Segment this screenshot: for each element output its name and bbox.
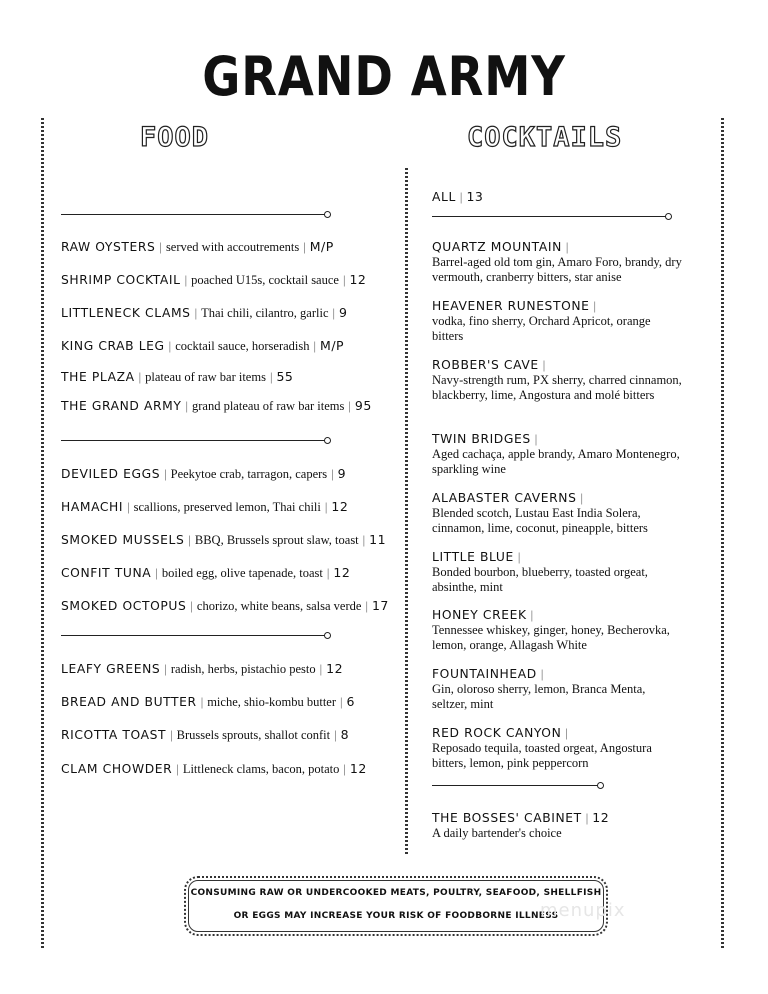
separator: |: [542, 358, 546, 372]
cocktail-item: [432, 357, 682, 403]
bosses-cabinet-desc: A daily bartender's choice: [432, 826, 562, 840]
food-item-name: THE GRAND ARMY: [61, 399, 182, 413]
bosses-cabinet: [432, 810, 682, 841]
food-item-price: 12: [326, 661, 344, 676]
cocktail-desc: Bonded bourbon, blueberry, toasted orgeat, absinthe, mint: [432, 565, 648, 594]
cocktail-all-label: ALL: [432, 190, 456, 204]
left-border-rule: [41, 118, 44, 950]
cocktail-item: [432, 666, 682, 712]
food-item: [61, 239, 334, 255]
food-item-price: 12: [349, 761, 367, 776]
food-item: [61, 338, 344, 354]
food-item-price: 17: [371, 598, 389, 613]
separator: |: [194, 306, 198, 320]
food-item: [61, 499, 348, 515]
cocktail-item: [432, 431, 682, 477]
separator: |: [334, 728, 337, 742]
food-item-desc: poached U15s, cocktail sauce: [191, 273, 339, 287]
separator: |: [269, 370, 273, 384]
cocktail-divider-2: [432, 785, 600, 786]
food-item-name: BREAD AND BUTTER: [61, 695, 197, 709]
separator: |: [593, 299, 597, 313]
separator: |: [565, 240, 569, 254]
food-item-name: HAMACHI: [61, 500, 124, 514]
food-item-name: KING CRAB LEG: [61, 339, 165, 353]
food-item-desc: Peekytoe crab, tarragon, capers: [170, 467, 328, 481]
separator: |: [159, 240, 162, 254]
separator: |: [324, 500, 328, 514]
food-item: [61, 532, 386, 548]
cocktail-name: HONEY CREEK: [432, 608, 527, 622]
cocktail-name: TWIN BRIDGES: [432, 432, 531, 446]
food-item: [61, 305, 347, 321]
separator: |: [332, 306, 336, 320]
food-item: [61, 398, 372, 414]
food-divider-1: [61, 214, 327, 215]
separator: |: [138, 370, 142, 384]
cocktail-desc: vodka, fino sherry, Orchard Apricot, orange bitters: [432, 314, 651, 343]
notice-line-1: CONSUMING RAW OR UNDERCOOKED MEATS, POULTRY, SEAFOOD, SHELLFISH: [190, 888, 602, 898]
separator: |: [348, 399, 351, 413]
food-item: [61, 565, 350, 581]
food-item-price: 11: [369, 532, 387, 547]
food-item-name: SMOKED OCTOPUS: [61, 599, 187, 613]
cocktail-name: FOUNTAINHEAD: [432, 667, 537, 681]
separator: |: [188, 533, 191, 547]
food-item: [61, 661, 343, 677]
food-item-price: M/P: [320, 338, 345, 353]
food-item-price: M/P: [309, 239, 334, 254]
food-item-desc: boiled egg, olive tapenade, toast: [161, 566, 323, 580]
center-divider-rule: [405, 168, 408, 854]
food-item-desc: plateau of raw bar items: [145, 370, 266, 384]
cocktail-desc: Aged cachaça, apple brandy, Amaro Montenegro, sparkling wine: [432, 447, 680, 476]
separator: |: [534, 432, 538, 446]
separator: |: [342, 273, 346, 287]
separator: |: [164, 467, 167, 481]
cocktail-item: [432, 298, 682, 344]
food-item: [61, 761, 367, 777]
food-item-desc: served with accoutrements: [165, 240, 300, 254]
separator: |: [585, 811, 589, 825]
separator: |: [184, 273, 188, 287]
food-divider-3: [61, 635, 327, 636]
food-item-name: THE PLAZA: [61, 370, 135, 384]
food-item-desc: chorizo, white beans, salsa verde: [196, 599, 362, 613]
food-item-price: 9: [337, 466, 347, 481]
food-item-price: 12: [331, 499, 349, 514]
food-item-price: 12: [333, 565, 351, 580]
food-item: [61, 272, 366, 288]
cocktail-item: [432, 549, 682, 595]
restaurant-logo: GRAND ARMY: [202, 45, 566, 108]
separator: |: [340, 695, 343, 709]
food-item-price: 12: [349, 272, 367, 287]
food-item-desc: grand plateau of raw bar items: [192, 399, 345, 413]
food-item-desc: scallions, preserved lemon, Thai chili: [133, 500, 321, 514]
food-item-price: 95: [354, 398, 372, 413]
separator: |: [200, 695, 204, 709]
notice-line-2: OR EGGS MAY INCREASE YOUR RISK OF FOODBORNE ILLNESS: [233, 911, 559, 921]
food-item-name: SMOKED MUSSELS: [61, 533, 185, 547]
separator: |: [565, 726, 568, 740]
cocktail-item: [432, 490, 682, 536]
cocktail-item: [432, 607, 682, 653]
food-item: [61, 466, 346, 482]
separator: |: [459, 190, 463, 204]
separator: |: [164, 662, 167, 676]
cocktail-divider-1: [432, 216, 668, 217]
food-item-desc: radish, herbs, pistachio pesto: [170, 662, 316, 676]
food-item: [61, 694, 355, 710]
food-item-price: 9: [339, 305, 348, 320]
separator: |: [170, 728, 173, 742]
cocktail-name: ALABASTER CAVERNS: [432, 491, 577, 505]
food-item-price: 8: [340, 727, 350, 742]
separator: |: [530, 608, 534, 622]
food-item-name: LITTLENECK CLAMS: [61, 306, 191, 320]
watermark: menupix: [540, 900, 626, 921]
food-item-name: SHRIMP COCKTAIL: [61, 273, 181, 287]
separator: |: [176, 762, 179, 776]
cocktails-section-title: COCKTAILS: [467, 122, 623, 153]
food-item: [61, 727, 349, 743]
separator: |: [127, 500, 130, 514]
separator: |: [365, 599, 368, 613]
separator: |: [540, 667, 544, 681]
separator: |: [155, 566, 158, 580]
cocktails-all-price: [432, 189, 483, 205]
right-border-rule: [721, 118, 724, 950]
cocktail-desc: Barrel-aged old tom gin, Amaro Foro, brandy, dry vermouth, cranberry bitters, star anise: [432, 255, 682, 284]
food-item-desc: BBQ, Brussels sprout slaw, toast: [194, 533, 359, 547]
cocktail-name: RED ROCK CANYON: [432, 726, 562, 740]
cocktail-desc: Reposado tequila, toasted orgeat, Angostura bitters, lemon, pink peppercorn: [432, 741, 652, 770]
food-item-name: CLAM CHOWDER: [61, 762, 173, 776]
food-item-name: CONFIT TUNA: [61, 566, 152, 580]
cocktail-desc: Blended scotch, Lustau East India Solera, cinnamon, lime, coconut, pineapple, bitters: [432, 506, 648, 535]
cocktail-desc: Gin, oloroso sherry, lemon, Branca Menta, seltzer, mint: [432, 682, 646, 711]
cocktail-name: HEAVENER RUNESTONE: [432, 299, 590, 313]
cocktail-desc: Tennessee whiskey, ginger, honey, Becherovka, lemon, orange, Allagash White: [432, 623, 670, 652]
separator: |: [185, 399, 188, 413]
separator: |: [580, 491, 584, 505]
separator: |: [168, 339, 172, 353]
food-item-name: LEAFY GREENS: [61, 662, 161, 676]
food-item: [61, 598, 389, 614]
food-item-name: DEVILED EGGS: [61, 467, 161, 481]
food-item-price: 55: [276, 369, 294, 384]
separator: |: [326, 566, 330, 580]
food-item-desc: cocktail sauce, horseradish: [175, 339, 310, 353]
food-item: [61, 369, 293, 385]
food-section-title: FOOD: [140, 122, 210, 153]
separator: |: [319, 662, 323, 676]
separator: |: [190, 599, 193, 613]
bosses-cabinet-price: 12: [592, 810, 610, 825]
food-item-desc: Brussels sprouts, shallot confit: [176, 728, 331, 742]
separator: |: [517, 550, 521, 564]
cocktail-item: [432, 239, 682, 285]
separator: |: [331, 467, 334, 481]
cocktail-name: LITTLE BLUE: [432, 550, 514, 564]
separator: |: [362, 533, 366, 547]
food-item-name: RICOTTA TOAST: [61, 728, 167, 742]
cocktail-item: [432, 725, 682, 771]
bosses-cabinet-name: THE BOSSES' CABINET: [432, 811, 582, 825]
separator: |: [313, 339, 317, 353]
cocktail-name: QUARTZ MOUNTAIN: [432, 240, 562, 254]
cocktail-desc: Navy-strength rum, PX sherry, charred cinnamon, blackberry, lime, Angostura and molé bitters: [432, 373, 682, 402]
cocktail-all-price: 13: [466, 189, 484, 204]
separator: |: [303, 240, 306, 254]
cocktail-name: ROBBER'S CAVE: [432, 358, 539, 372]
food-item-desc: Littleneck clams, bacon, potato: [182, 762, 340, 776]
food-item-desc: Thai chili, cilantro, garlic: [201, 306, 329, 320]
food-item-desc: miche, shio-kombu butter: [207, 695, 336, 709]
separator: |: [343, 762, 346, 776]
food-item-name: RAW OYSTERS: [61, 240, 156, 254]
food-item-price: 6: [346, 694, 355, 709]
food-divider-2: [61, 440, 327, 441]
